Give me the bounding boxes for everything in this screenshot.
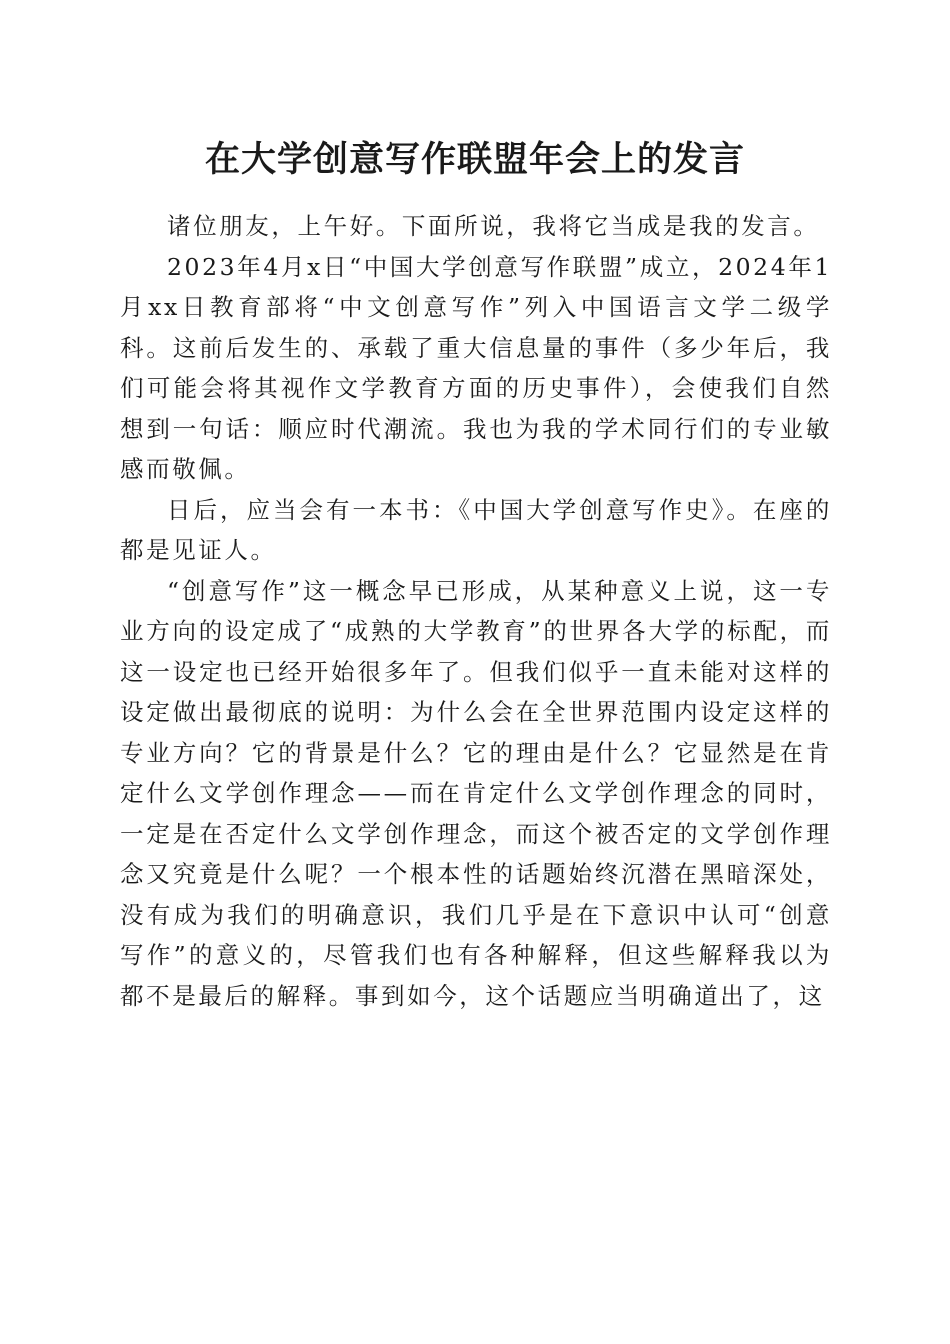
document-body bbox=[120, 206, 832, 1016]
page-title: 在大学创意写作联盟年会上的发言 bbox=[204, 139, 745, 180]
paragraph-alliance-founding: 2023年4月x日“中国大学创意写作联盟”成立，2024年1月xx日教育部将“中文创意写作”列入中国语言文学二级学科。这前后发生的、承载了重大信息量的事件（多少年后，我们可能会将其视作文学教育方面的历史事件），会使我们自然想到一句话：顺应时代潮流。我也为我的学术同行们的专业敏感而敬佩。 bbox=[120, 252, 832, 483]
paragraph-greeting: 诸位朋友，上午好。下面所说，我将它当成是我的发言。 bbox=[167, 212, 820, 240]
paragraph-history-book: 日后，应当会有一本书：《中国大学创意写作史》。在座的都是见证人。 bbox=[120, 495, 832, 564]
paragraph-creative-writing-concept: “创意写作”这一概念早已形成，从某种意义上说，这一专业方向的设定成了“成熟的大学教育”的世界各大学的标配，而这一设定也已经开始很多年了。但我们似乎一直未能对这样的设定做出最彻底的说明：为什么会在全世界范围内设定这样的专业方向？它的背景是什么？它的理由是什么？它显然是在肯定什么文学创作理念——而在肯定什么文学创作理念的同时，一定是在否定什么文学创作理念，而这个被否定的文学创作理念又究竟是什么呢？一个根本性的话题始终沉潜在黑暗深处，没有成为我们的明确意识，我们几乎是在下意识中认可“创意写作”的意义的，尽管我们也有各种解释，但这些解释我以为都不是最后的解释。事到如今，这个话题应当明确道出了，这 bbox=[120, 576, 832, 1010]
